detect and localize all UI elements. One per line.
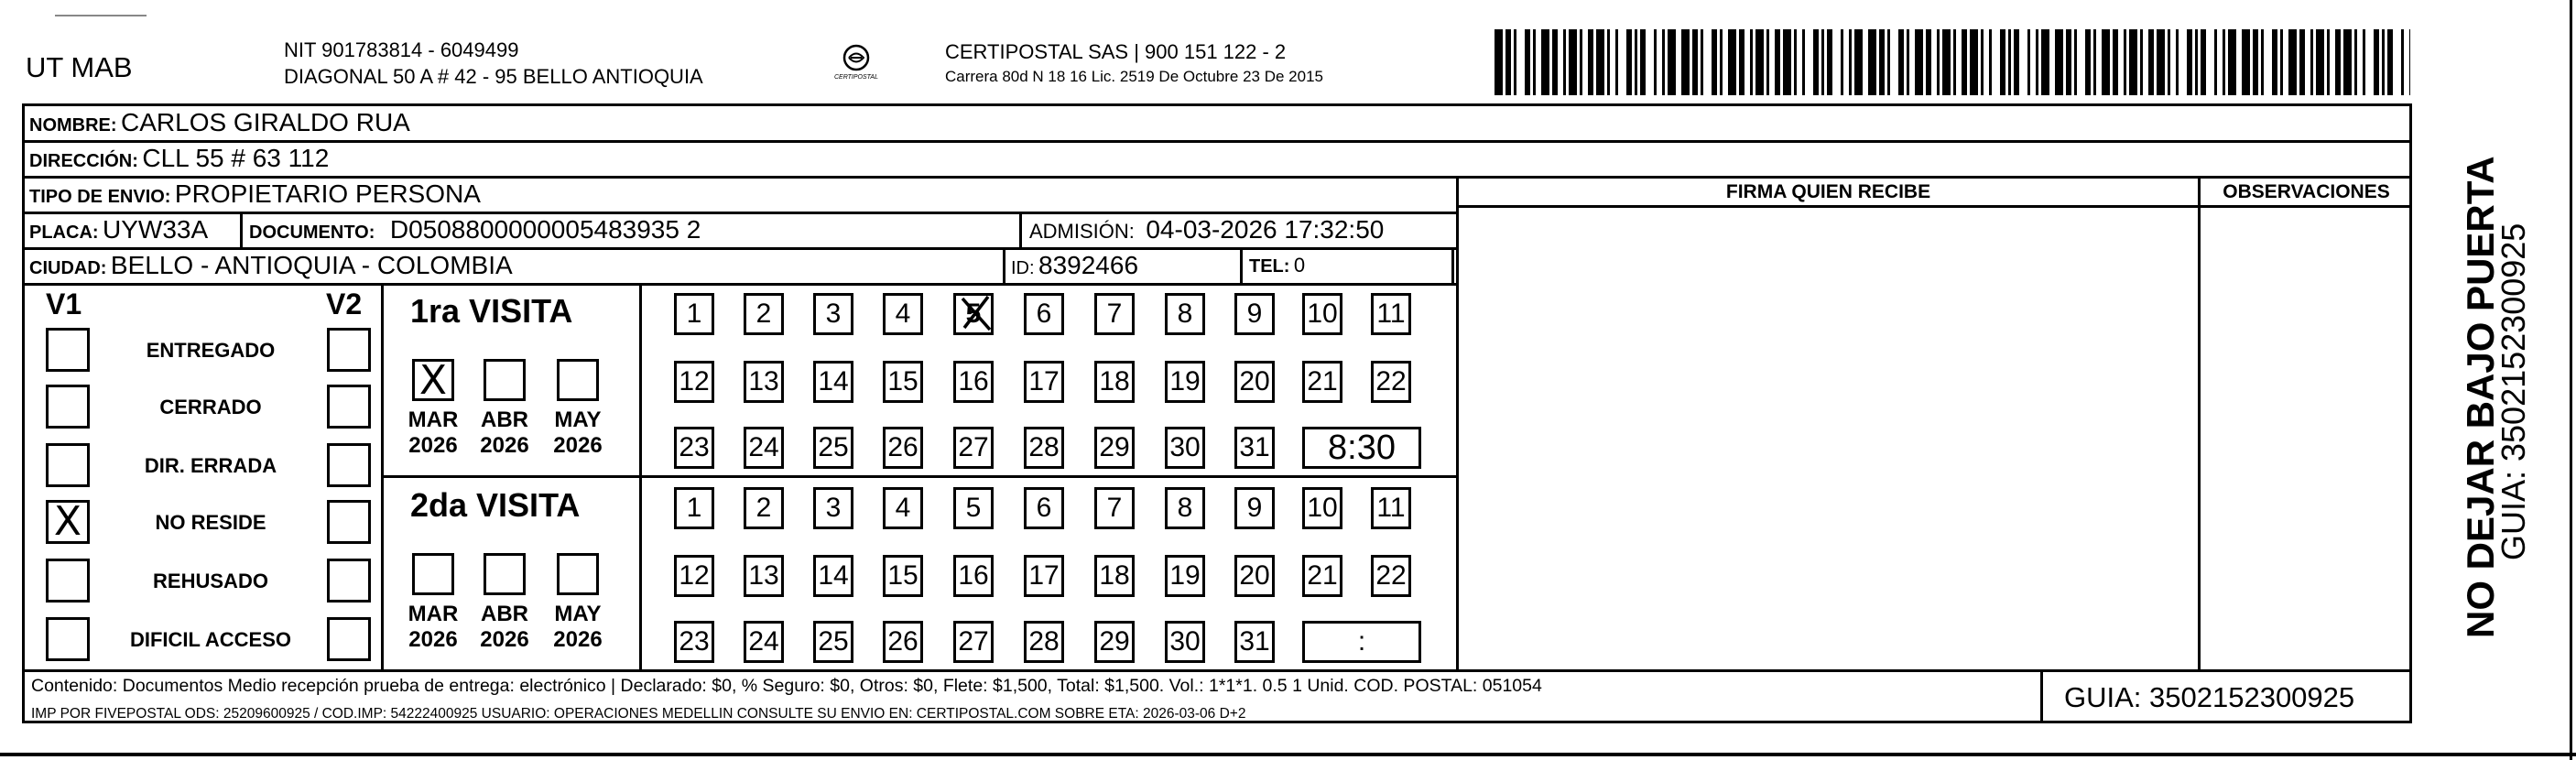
- barcode-bar: [1802, 29, 1805, 95]
- barcode-bar: [2288, 29, 2297, 95]
- barcode-bar: [1942, 29, 1951, 95]
- day-box[interactable]: 15: [883, 361, 923, 403]
- day-box[interactable]: 12: [674, 361, 714, 403]
- checkbox-mark: [49, 446, 87, 484]
- day-box[interactable]: 10: [1302, 293, 1342, 335]
- day-box[interactable]: 16: [953, 555, 994, 597]
- status-v2-checkbox[interactable]: [327, 443, 371, 487]
- month-year: 2026: [480, 433, 529, 458]
- barcode-bar: [1854, 29, 1863, 95]
- barcode-bar: [2316, 29, 2324, 95]
- barcode-bar: [1750, 29, 1753, 95]
- barcode-bar: [2201, 29, 2206, 95]
- status-v1-checkbox[interactable]: [46, 559, 90, 603]
- barcode-bar: [2124, 29, 2126, 95]
- day-box[interactable]: 25: [813, 621, 853, 663]
- day-box[interactable]: 3: [813, 487, 853, 529]
- bottom-edge: [0, 753, 2576, 756]
- nombre-label: NOMBRE:: [29, 115, 117, 136]
- v1-header: V1: [46, 288, 82, 320]
- month-year: 2026: [480, 627, 529, 652]
- barcode-bar: [2168, 29, 2170, 95]
- month-name: MAR: [408, 407, 459, 432]
- checkbox-mark: [330, 620, 368, 658]
- day-box[interactable]: 24: [744, 621, 784, 663]
- barcode-bar: [2148, 29, 2154, 95]
- day-box[interactable]: 9: [1234, 487, 1275, 529]
- day-box[interactable]: 13: [744, 361, 784, 403]
- barcode-bar: [2272, 29, 2277, 95]
- day-box[interactable]: 1: [674, 487, 714, 529]
- day-cross-mark: [955, 291, 995, 340]
- nombre-row: [29, 110, 410, 136]
- barcode-bar: [2055, 29, 2063, 95]
- status-label: DIFICIL ACCESO: [129, 628, 291, 651]
- status-label: CERRADO: [159, 396, 262, 418]
- day-box[interactable]: 9: [1234, 293, 1275, 335]
- checkbox-mark: [330, 446, 368, 484]
- barcode-bar: [1596, 29, 1604, 95]
- day-box[interactable]: 19: [1165, 361, 1205, 403]
- barcode-bar: [2310, 29, 2313, 95]
- barcode-bar: [1821, 29, 1824, 95]
- barcode-bar: [2074, 29, 2077, 95]
- placa-label: PLACA:: [29, 223, 99, 243]
- placa-cell: [29, 217, 208, 243]
- day-box[interactable]: 20: [1234, 555, 1275, 597]
- barcode-bar: [2401, 29, 2404, 95]
- barcode-bar: [2129, 29, 2137, 95]
- checkbox-mark: X: [53, 498, 82, 545]
- day-box[interactable]: 14: [813, 361, 853, 403]
- checkbox-mark: [49, 561, 87, 600]
- status-v2-checkbox[interactable]: [327, 328, 371, 372]
- barcode-bar: [2008, 29, 2011, 95]
- nit-line: NIT 901783814 - 6049499: [284, 38, 519, 61]
- barcode-bar: [2085, 29, 2091, 95]
- barcode-bar: [2374, 29, 2379, 95]
- day-box[interactable]: 17: [1024, 361, 1064, 403]
- month-name: MAY: [554, 602, 602, 626]
- day-box[interactable]: 6: [1024, 293, 1064, 335]
- tipo-value: PROPIETARIO PERSONA: [174, 179, 481, 208]
- barcode-bar: [1841, 29, 1843, 95]
- day-box[interactable]: 12: [674, 555, 714, 597]
- month-year: 2026: [408, 627, 458, 652]
- status-v2-checkbox[interactable]: [327, 617, 371, 661]
- barcode-bar: [1739, 29, 1745, 95]
- guia-vertical: GUIA: 3502152300925: [2494, 223, 2532, 560]
- barcode-bar: [1827, 29, 1832, 95]
- visit-title: 1ra VISITA: [410, 292, 573, 330]
- tel-label: TEL:: [1249, 256, 1290, 277]
- day-box[interactable]: 18: [1094, 361, 1135, 403]
- barcode-bar: [2066, 29, 2071, 95]
- company-name: UT MAB: [26, 51, 133, 83]
- barcode-bar: [1907, 29, 1909, 95]
- day-box[interactable]: 1: [674, 293, 714, 335]
- day-box[interactable]: 17: [1024, 555, 1064, 597]
- month-checkbox[interactable]: [484, 553, 526, 595]
- barcode-bar: [1953, 29, 1956, 95]
- barcode-bar: [2409, 29, 2410, 95]
- barcode-bar: [1525, 29, 1530, 95]
- barcode-bar: [1755, 29, 1764, 95]
- barcode-bar: [1868, 29, 1876, 95]
- day-box[interactable]: 7: [1094, 487, 1135, 529]
- barcode-bar: [1898, 29, 1904, 95]
- checkbox-mark: [486, 556, 523, 592]
- barcode-bar: [1813, 29, 1819, 95]
- day-box[interactable]: 18: [1094, 555, 1135, 597]
- barcode-bar: [1783, 29, 1791, 95]
- certipostal-line: CERTIPOSTAL SAS | 900 151 122 - 2: [945, 40, 1287, 63]
- month-year: 2026: [553, 627, 603, 652]
- barcode-bar: [2223, 29, 2225, 95]
- barcode-bar: [1615, 29, 1618, 95]
- barcode-bar: [1775, 29, 1780, 95]
- barcode-bar: [1962, 29, 1967, 95]
- barcode-bar: [1926, 29, 1931, 95]
- day-box[interactable]: 25: [813, 427, 853, 469]
- address-line: DIAGONAL 50 A # 42 - 95 BELLO ANTIOQUIA: [284, 65, 703, 88]
- barcode-bar: [2327, 29, 2330, 95]
- month-checkbox[interactable]: [412, 553, 454, 595]
- day-box[interactable]: 5: [953, 293, 994, 335]
- status-label: NO RESIDE: [155, 511, 266, 534]
- barcode-bar: [2000, 29, 2005, 95]
- time-box[interactable]: :: [1302, 621, 1421, 663]
- checkbox-mark: [486, 362, 523, 398]
- day-box[interactable]: 29: [1094, 427, 1135, 469]
- barcode-bar: [2027, 29, 2030, 95]
- barcode-bar: [2299, 29, 2305, 95]
- month-checkbox[interactable]: [557, 359, 599, 401]
- status-label: REHUSADO: [153, 570, 268, 592]
- firma-header: FIRMA QUIEN RECIBE: [1725, 181, 1931, 202]
- day-box[interactable]: 26: [883, 621, 923, 663]
- day-box[interactable]: 2: [744, 487, 784, 529]
- placa-value: UYW33A: [103, 215, 209, 244]
- direccion-value: CLL 55 # 63 112: [142, 144, 330, 172]
- day-box[interactable]: 27: [953, 621, 994, 663]
- month-checkbox[interactable]: [412, 357, 454, 404]
- day-box[interactable]: 27: [953, 427, 994, 469]
- guia-box: GUIA: 3502152300925: [2064, 681, 2355, 713]
- barcode-bar: [1640, 29, 1646, 95]
- barcode-bar: [1879, 29, 1885, 95]
- status-v1-checkbox[interactable]: [46, 328, 90, 372]
- day-box[interactable]: 5: [953, 487, 994, 529]
- barcode-bar: [2228, 29, 2236, 95]
- admision-cell: [1029, 217, 1384, 243]
- day-box[interactable]: 10: [1302, 487, 1342, 529]
- day-box[interactable]: 28: [1024, 621, 1064, 663]
- tipo-label: TIPO DE ENVIO:: [29, 187, 171, 207]
- status-v2-checkbox[interactable]: [327, 385, 371, 429]
- admision-value: 04-03-2026 17:32:50: [1146, 215, 1385, 244]
- barcode-bar: [1654, 29, 1657, 95]
- barcode-bar: [1662, 29, 1665, 95]
- barcode-bar: [2280, 29, 2283, 95]
- tel-cell: [1249, 255, 1305, 276]
- checkbox-mark: [49, 331, 87, 369]
- day-box[interactable]: 31: [1234, 427, 1275, 469]
- barcode-bar: [1712, 29, 1717, 95]
- nombre-value: CARLOS GIRALDO RUA: [121, 108, 410, 136]
- barcode: [1495, 29, 2410, 95]
- contenido-line: Contenido: Documentos Medio recepción prueba de entrega: electrónico | Declarado: $0, % Seguro: $0, Otros: $0, Flete: $1,500, Total: $1,500. Vol.: 1*1*1. 0.5 1 Unid. COD. POSTAL: 051054: [31, 676, 1542, 696]
- day-box[interactable]: 23: [674, 427, 714, 469]
- day-box[interactable]: 2: [744, 293, 784, 335]
- direccion-label: DIRECCIÓN:: [29, 151, 138, 171]
- day-box[interactable]: 3: [813, 293, 853, 335]
- month-year: 2026: [553, 433, 603, 458]
- barcode-bar: [1541, 29, 1549, 95]
- checkbox-mark: [560, 556, 596, 592]
- day-box[interactable]: 30: [1165, 427, 1205, 469]
- barcode-bar: [1728, 29, 1736, 95]
- day-box[interactable]: 30: [1165, 621, 1205, 663]
- certipostal-logo-icon: [829, 41, 884, 85]
- barcode-bar: [1887, 29, 1890, 95]
- barcode-bar: [2176, 29, 2179, 95]
- checkbox-mark: [330, 503, 368, 541]
- documento-cell: [249, 217, 701, 243]
- checkbox-mark: [560, 362, 596, 398]
- barcode-bar: [2014, 29, 2019, 95]
- status-label: DIR. ERRADA: [144, 454, 277, 477]
- barcode-bar: [1937, 29, 1940, 95]
- barcode-bar: [2113, 29, 2118, 95]
- v2-header: V2: [326, 288, 363, 320]
- barcode-bar: [1720, 29, 1723, 95]
- barcode-bar: [2036, 29, 2038, 95]
- day-box[interactable]: 22: [1371, 555, 1411, 597]
- barcode-bar: [1495, 29, 1503, 95]
- time-box[interactable]: 8:30: [1302, 427, 1421, 469]
- day-box[interactable]: 24: [744, 427, 784, 469]
- barcode-bar: [1607, 29, 1610, 95]
- barcode-bar: [2261, 29, 2264, 95]
- month-name: MAY: [554, 407, 602, 432]
- checkbox-mark: [415, 556, 451, 592]
- status-v1-checkbox[interactable]: [46, 617, 90, 661]
- id-value: 8392466: [1038, 251, 1139, 279]
- barcode-bar: [1794, 29, 1797, 95]
- day-box[interactable]: 11: [1371, 293, 1411, 335]
- day-box[interactable]: 13: [744, 555, 784, 597]
- documento-value: D0508800000005483935 2: [389, 215, 701, 244]
- checkbox-mark: [49, 620, 87, 658]
- imp-line: IMP POR FIVEPOSTAL ODS: 25209600925 / COD.IMP: 54222400925 USUARIO: OPERACIONES MEDELLIN CONSULTE SU ENVIO EN: CERTIPOSTAL.COM SOBRE ETA: 2026-03-06 D+2: [31, 706, 1246, 722]
- barcode-bar: [1692, 29, 1698, 95]
- tipo-row: [29, 181, 481, 207]
- barcode-bar: [1563, 29, 1566, 95]
- barcode-bar: [2382, 29, 2385, 95]
- checkbox-mark: [330, 387, 368, 426]
- barcode-bar: [1533, 29, 1536, 95]
- direccion-row: [29, 146, 329, 171]
- barcode-bar: [1681, 29, 1690, 95]
- day-box[interactable]: 21: [1302, 361, 1342, 403]
- status-v1-checkbox[interactable]: [46, 443, 90, 487]
- license-line: Carrera 80d N 18 16 Lic. 2519 De Octubre 23 De 2015: [945, 68, 1323, 85]
- status-v2-checkbox[interactable]: [327, 500, 371, 544]
- month-checkbox[interactable]: [557, 553, 599, 595]
- ciudad-cell: [29, 253, 513, 278]
- status-v2-checkbox[interactable]: [327, 559, 371, 603]
- visit-title: 2da VISITA: [410, 486, 581, 524]
- day-box[interactable]: 21: [1302, 555, 1342, 597]
- day-box[interactable]: 28: [1024, 427, 1064, 469]
- barcode-bar: [1588, 29, 1593, 95]
- barcode-bar: [2242, 29, 2250, 95]
- barcode-bar: [1569, 29, 1577, 95]
- logo-text: CERTIPOSTAL: [834, 74, 878, 81]
- barcode-bar: [2343, 29, 2352, 95]
- day-box[interactable]: 16: [953, 361, 994, 403]
- barcode-bar: [1766, 29, 1769, 95]
- admision-label: ADMISIÓN:: [1029, 220, 1135, 243]
- barcode-bar: [2363, 29, 2365, 95]
- tel-value: 0: [1293, 254, 1306, 277]
- barcode-bar: [2195, 29, 2198, 95]
- day-box[interactable]: 6: [1024, 487, 1064, 529]
- barcode-bar: [2102, 29, 2110, 95]
- barcode-bar: [2214, 29, 2217, 95]
- day-box[interactable]: 22: [1371, 361, 1411, 403]
- month-name: ABR: [481, 407, 528, 432]
- id-label: ID:: [1011, 258, 1035, 278]
- barcode-bar: [2140, 29, 2143, 95]
- day-box[interactable]: 4: [883, 293, 923, 335]
- ciudad-value: BELLO - ANTIOQUIA - COLOMBIA: [110, 251, 513, 279]
- barcode-bar: [2093, 29, 2096, 95]
- status-v1-checkbox[interactable]: [46, 385, 90, 429]
- barcode-bar: [1989, 29, 1992, 95]
- barcode-bar: [1970, 29, 1978, 95]
- day-box[interactable]: 4: [883, 487, 923, 529]
- barcode-bar: [1552, 29, 1558, 95]
- barcode-bar: [2335, 29, 2341, 95]
- barcode-bar: [1505, 29, 1511, 95]
- day-box[interactable]: 26: [883, 427, 923, 469]
- checkbox-mark: [330, 561, 368, 600]
- day-box[interactable]: 19: [1165, 555, 1205, 597]
- barcode-bar: [2387, 29, 2393, 95]
- day-box[interactable]: 31: [1234, 621, 1275, 663]
- checkbox-mark: [330, 331, 368, 369]
- month-name: ABR: [481, 602, 528, 626]
- observaciones-header: OBSERVACIONES: [2223, 181, 2390, 202]
- day-box[interactable]: 8: [1165, 293, 1205, 335]
- barcode-bar: [1701, 29, 1703, 95]
- day-box[interactable]: 14: [813, 555, 853, 597]
- top-rule: [55, 15, 147, 16]
- barcode-bar: [1514, 29, 1516, 95]
- id-cell: [1011, 253, 1138, 278]
- day-box[interactable]: 11: [1371, 487, 1411, 529]
- day-box[interactable]: 15: [883, 555, 923, 597]
- day-box[interactable]: 23: [674, 621, 714, 663]
- checkbox-mark: X: [418, 357, 448, 404]
- barcode-bar: [2157, 29, 2165, 95]
- day-box[interactable]: 29: [1094, 621, 1135, 663]
- month-checkbox[interactable]: [484, 359, 526, 401]
- barcode-bar: [2354, 29, 2357, 95]
- barcode-bar: [1981, 29, 1984, 95]
- checkbox-mark: [49, 387, 87, 426]
- status-label: ENTREGADO: [146, 339, 276, 362]
- barcode-bar: [1668, 29, 1676, 95]
- documento-label: DOCUMENTO:: [249, 223, 375, 243]
- barcode-bar: [1626, 29, 1632, 95]
- barcode-bar: [1580, 29, 1582, 95]
- barcode-bar: [2041, 29, 2049, 95]
- barcode-bar: [1635, 29, 1637, 95]
- barcode-bar: [2187, 29, 2192, 95]
- right-edge: [2570, 0, 2572, 760]
- month-year: 2026: [408, 433, 458, 458]
- status-v1-checkbox[interactable]: [46, 500, 90, 544]
- no-dejar-bajo-puerta: NO DEJAR BAJO PUERTA: [2459, 156, 2502, 638]
- day-box[interactable]: 20: [1234, 361, 1275, 403]
- day-box[interactable]: 8: [1165, 487, 1205, 529]
- barcode-bar: [1849, 29, 1852, 95]
- ciudad-label: CIUDAD:: [29, 258, 107, 278]
- barcode-bar: [2253, 29, 2258, 95]
- month-name: MAR: [408, 602, 459, 626]
- barcode-bar: [1915, 29, 1923, 95]
- day-box[interactable]: 7: [1094, 293, 1135, 335]
